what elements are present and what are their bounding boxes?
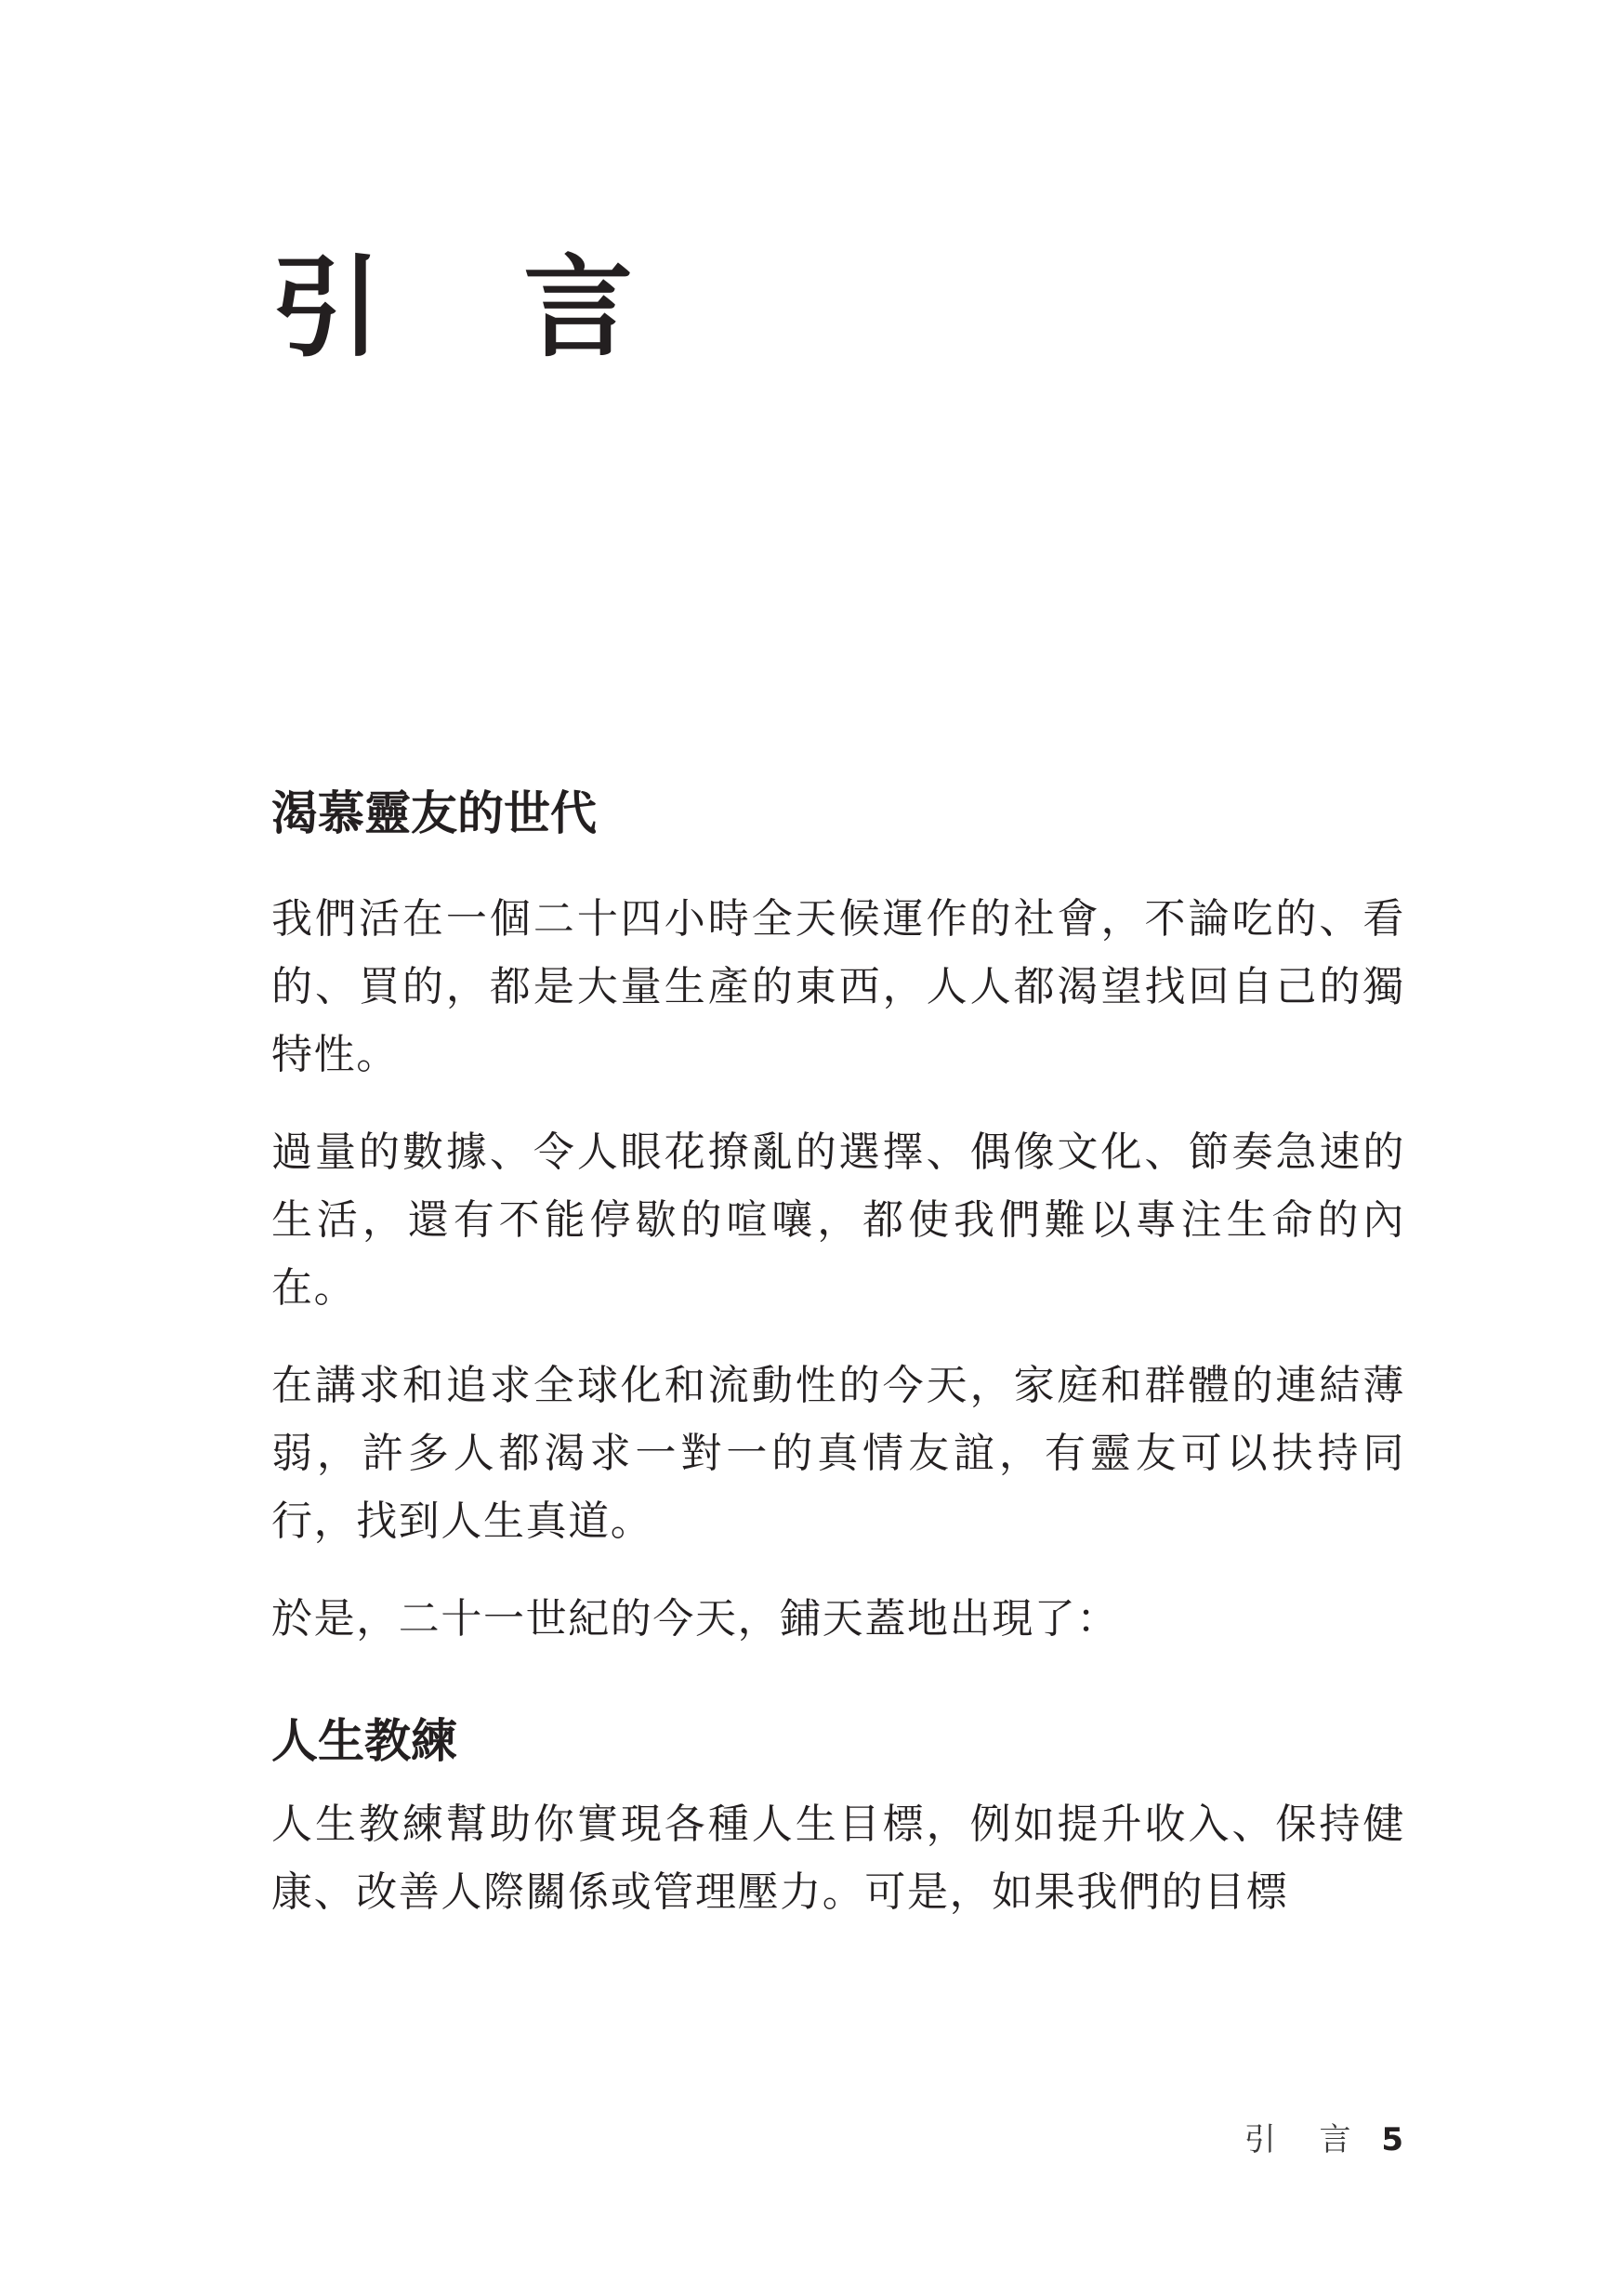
chapter-title: 引 言 bbox=[271, 244, 686, 372]
page-body bbox=[271, 781, 1405, 1926]
section-heading: 渴慕靈友的世代 bbox=[271, 786, 597, 840]
body-paragraph: 在講求和追求全球化和流動性的今天，家庭和群體的連結薄弱，許多人都渴求一對一的真情友誼，有靈友可以扶持同行，找到人生真道。 bbox=[271, 1362, 1405, 1545]
page-number: 5 bbox=[1381, 2121, 1403, 2158]
section-heading: 人生教練 bbox=[271, 1714, 457, 1768]
body-paragraph: 過量的數據、令人眼花撩亂的選擇、偶像文化、節奏急速的生活，還有不能停歇的喧嚷，都使我們難以專注生命的內在。 bbox=[271, 1128, 1405, 1312]
body-paragraph: 人生教練幫助你實現各種人生目標，例如提升收入、保持健康、改善人際關係或管理壓力。可是，如果我們的目標 bbox=[271, 1801, 1405, 1916]
page-footer bbox=[1244, 2121, 1403, 2158]
body-paragraph: 我們活在一個二十四小時全天候運作的社會，不論吃的、看的、買的，都是大量生產的東西，人人都渴望找回自己的獨特性。 bbox=[271, 895, 1405, 1078]
body-paragraph: 於是，二十一世紀的今天，鋪天蓋地出現了： bbox=[271, 1595, 1119, 1643]
running-head: 引 言 bbox=[1244, 2121, 1368, 2158]
